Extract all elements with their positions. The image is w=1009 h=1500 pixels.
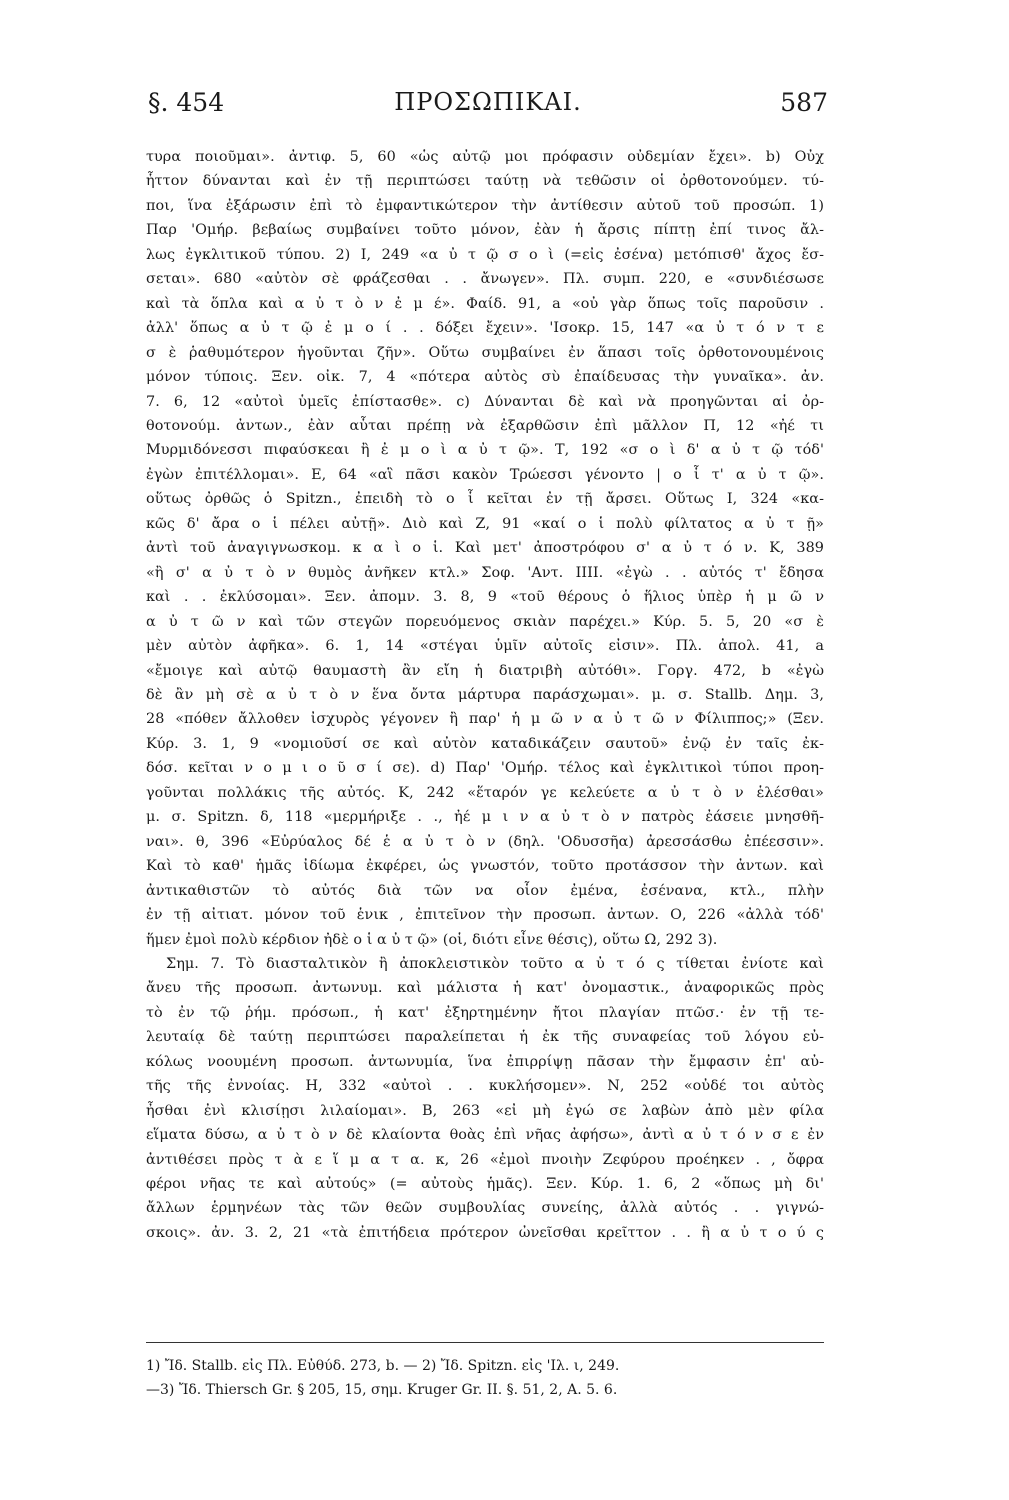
text-line: τῆς τῆς ἐννοίας. Η, 332 «αὐτοὶ . . κυκλήσομεν». Ν, 252 «οὐδέ τοι αὐτὸς: [146, 1078, 824, 1095]
page-title: ΠΡΟΣΩΠΙΚΑΙ.: [394, 88, 582, 116]
text-line: ἦσθαι ἐνὶ κλισίῃσι λιλαίομαι». Β, 263 «εἰ μὴ ἐγώ σε λαβὼν ἀπὸ μὲν φίλα: [146, 1102, 824, 1119]
text-line: καὶ . . ἐκλύσομαι». Ξεν. ἀπομν. 3. 8, 9 «τοῦ θέρους ὁ ἥλιος ὑπὲρ ἡ μ ῶ ν: [146, 589, 824, 606]
text-line: Σημ. 7. Τὸ διασταλτικὸν ἢ ἀποκλειστικὸν τοῦτο α ὐ τ ό ς τίθεται ἐνίοτε καὶ: [166, 955, 824, 972]
body-text: [146, 145, 824, 1245]
text-line: ἀντικαθιστῶν τὸ αὐτός διὰ τῶν να οἷον ἐμένα, ἐσένανα, κτλ., πλὴν: [146, 882, 824, 899]
text-line: τὸ ἐν τῷ ῥήμ. πρόσωπ., ἡ κατ' ἐξηρτημένην ἤτοι πλαγίαν πτῶσ.· ἐν τῇ τε-: [146, 1004, 824, 1021]
text-line: ἄλλων ἑρμηνέων τὰς τῶν θεῶν συμβουλίας συνείης, ἀλλὰ αὐτός . . γιγνώ-: [146, 1200, 824, 1217]
text-line: θοτονούμ. ἀντων., ἐὰν αὗται πρέπῃ νὰ ἐξαρθῶσιν ἐπὶ μᾶλλον Π, 12 «ἠέ τι: [146, 417, 824, 434]
text-line: Καὶ τὸ καθ' ἡμᾶς ἰδίωμα ἐκφέρει, ὡς γνωστόν, τοῦτο προτάσσον τὴν ἀντων. καὶ: [146, 858, 824, 875]
text-line: σ ὲ ῥαθυμότερον ἡγοῦνται ζῆν». Οὕτω συμβαίνει ἐν ἅπασι τοῖς ὀρθοτονουμένοις: [146, 344, 824, 361]
text-line: ἀντιθέσει πρὸς τ ὰ ε ἵ μ α τ α. κ, 26 «ἐμοὶ πνοιὴν Ζεφύρου προέηκεν . , ὄφρα: [146, 1151, 824, 1168]
text-line: α ὐ τ ῶ ν καὶ τῶν στεγῶν πορευόμενος σκιὰν παρέχει.» Κύρ. 5. 5, 20 «σ ὲ: [146, 613, 824, 630]
text-line: 7. 6, 12 «αὐτοὶ ὑμεῖς ἐπίστασθε». c) Δύνανται δὲ καὶ νὰ προηγῶνται αἱ ὀρ-: [146, 393, 824, 410]
text-line: κῶς δ' ἄρα ο ἱ πέλει αὐτῇ». Διὸ καὶ Ζ, 91 «καί ο ἱ πολὺ φίλτατος α ὐ τ ῇ»: [146, 515, 824, 532]
text-line: δόσ. κεῖται ν ο μ ι ο ῦ σ ί σε). d) Παρ' 'Ομήρ. τέλος καὶ ἐγκλιτικοὶ τύποι προη-: [146, 760, 824, 777]
text-line: Μυρμιδόνεσσι πιφαύσκεαι ἢ ἐ μ ο ὶ α ὐ τ ῷ». Τ, 192 «σ ο ὶ δ' α ὐ τ ῷ τόδ': [146, 442, 824, 459]
footnote: —3) Ἴδ. Thiersch Gr. § 205, 15, σημ. Kruger Gr. II. §. 51, 2, A. 5. 6.: [146, 1382, 618, 1398]
text-line: 28 «πόθεν ἄλλοθεν ἰσχυρὸς γέγονεν ἢ παρ' ἡ μ ῶ ν α ὐ τ ῶ ν Φίλιππος;» (Ξεν.: [146, 711, 824, 728]
text-line: λως ἐγκλιτικοῦ τύπου. 2) Ι, 249 «α ὐ τ ῷ σ ο ὶ (=εἰς ἐσένα) μετόπισθ' ἄχος ἔσ-: [146, 246, 824, 263]
text-line: ἐν τῇ αἰτιατ. μόνον τοῦ ἑνικ , ἐπιτεῖνον τὴν προσωπ. ἀντων. Ο, 226 «ἀλλὰ τόδ': [146, 907, 824, 924]
text-line: ἧττον δύνανται καὶ ἐν τῇ περιπτώσει ταύτῃ νὰ τεθῶσιν οἱ ὀρθοτονούμεν. τύ-: [146, 173, 824, 190]
running-header: [148, 88, 828, 128]
text-line: μ. σ. Spitzn. δ, 118 «μερμήριξε . ., ἠέ μ ι ν α ὐ τ ὸ ν πατρὸς ἐάσειε μνησθῆ-: [146, 809, 824, 826]
text-line: μὲν αὐτὸν ἀφῆκα». 6. 1, 14 «στέγαι ὑμῖν αὐτοῖς εἰσιν». Πλ. ἀπολ. 41, a: [146, 638, 824, 655]
text-line: Κύρ. 3. 1, 9 «νομιοῦσί σε καὶ αὐτὸν καταδικάζειν σαυτοῦ» ἐνῷ ἐν ταῖς ἐκ-: [146, 735, 824, 752]
text-line: καὶ τὰ ὅπλα καὶ α ὐ τ ὸ ν ἐ μ έ». Φαίδ. 91, a «οὐ γὰρ ὅπως τοῖς παροῦσιν .: [146, 295, 824, 312]
text-line: λευταίᾳ δὲ ταύτῃ περιπτώσει παραλείπεται ἡ ἐκ τῆς συναφείας τοῦ λόγου εὐ-: [146, 1029, 824, 1046]
text-line: σκοις». ἀν. 3. 2, 21 «τὰ ἐπιτήδεια πρότερον ὠνεῖσθαι κρεῖττον . . ἢ α ὐ τ ο ύ ς: [146, 1224, 824, 1241]
text-line: σεται». 680 «αὐτὸν σὲ φράζεσθαι . . ἄνωγεν». Πλ. συμπ. 220, e «συνδιέσωσε: [146, 271, 824, 288]
text-line: φέροι νῆας τε καὶ αὐτούς» (= αὐτοὺς ἡμᾶς). Ξεν. Κύρ. 1. 6, 2 «ὅπως μὴ δι': [146, 1176, 824, 1193]
footnote-rule: [146, 1342, 824, 1343]
text-line: «ἢ σ' α ὐ τ ὸ ν θυμὸς ἀνῆκεν κτλ.» Σοφ. 'Αντ. ΙΙΙΙ. «ἐγὼ . . αὐτός τ' ἔδησα: [146, 564, 824, 581]
text-line: ναι». θ, 396 «Εὐρύαλος δέ ἑ α ὐ τ ὸ ν (δηλ. 'Οδυσσῆα) ἀρεσσάσθω ἐπέεσσιν».: [146, 833, 824, 850]
footnotes: [146, 1354, 824, 1402]
text-line: ἐγὼν ἐπιτέλλομαι». Ε, 64 «αἳ πᾶσι κακὸν Τρώεσσι γένοντο | ο ἷ τ' α ὐ τ ῷ».: [146, 466, 824, 483]
text-line: Παρ 'Ομήρ. βεβαίως συμβαίνει τοῦτο μόνον, ἐὰν ἡ ἄρσις πίπτῃ ἐπί τινος ἄλ-: [146, 222, 824, 239]
text-line: κόλως νοουμένη προσωπ. ἀντωνυμία, ἵνα ἐπιρρίψῃ πᾶσαν τὴν ἔμφασιν ἐπ' αὐ-: [146, 1053, 824, 1070]
text-line: δὲ ἂν μὴ σὲ α ὐ τ ὸ ν ἕνα ὄντα μάρτυρα παράσχωμαι». μ. σ. Stallb. Δημ. 3,: [146, 686, 824, 703]
text-line: οὕτως ὀρθῶς ὁ Spitzn., ἐπειδὴ τὸ ο ἷ κεῖται ἐν τῇ ἄρσει. Οὕτως Ι, 324 «κα-: [146, 491, 824, 508]
text-line: γοῦνται πολλάκις τῆς αὐτός. Κ, 242 «ἕταρόν γε κελεύετε α ὐ τ ὸ ν ἑλέσθαι»: [146, 784, 824, 801]
footnote: 1) Ἴδ. Stallb. εἰς Πλ. Εὐθύδ. 273, b. — 2) Ἴδ. Spitzn. εἰς 'Ιλ. ι, 249.: [146, 1358, 620, 1374]
text-line: «ἔμοιγε καὶ αὐτῷ θαυμαστὴ ἂν εἴη ἡ διατριβὴ αὐτόθι». Γοργ. 472, b «ἐγὼ: [146, 662, 824, 679]
text-line: εἵματα δύσω, α ὐ τ ὸ ν δὲ κλαίοντα θοὰς ἐπὶ νῆας ἀφήσω», ἀντὶ α ὐ τ ό ν σ ε ἐν: [146, 1127, 824, 1144]
text-line: ἀλλ' ὅπως α ὐ τ ῷ ἐ μ ο ί . . δόξει ἔχειν». 'Ισοκρ. 15, 147 «α ὐ τ ό ν τ ε: [146, 320, 824, 337]
page-number: 587: [780, 88, 828, 117]
text-line: μόνον τύποις. Ξεν. οἰκ. 7, 4 «πότερα αὐτὸς σὺ ἐπαίδευσας τὴν γυναῖκα». ἀν.: [146, 369, 824, 386]
text-line: ἀντὶ τοῦ ἀναγιγνωσκομ. κ α ὶ ο ἱ. Καὶ μετ' ἀποστρόφου σ' α ὐ τ ό ν. Κ, 389: [146, 540, 824, 557]
text-line: ποι, ἵνα ἐξάρωσιν ἐπὶ τὸ ἐμφαντικώτερον τὴν ἀντίθεσιν αὐτοῦ τοῦ προσώπ. 1): [146, 197, 824, 214]
section-number: §. 454: [148, 88, 225, 117]
text-line: ἄνευ τῆς προσωπ. ἀντωνυμ. καὶ μάλιστα ἡ κατ' ὀνομαστικ., ἀναφορικῶς πρὸς: [146, 980, 824, 997]
text-line: ἥμεν ἐμοὶ πολὺ κέρδιον ἠδὲ ο ἱ α ὐ τ ῷ» (οἱ, διότι εἶνε θέσις), οὕτω Ω, 292 3).: [146, 931, 718, 948]
text-line: τυρα ποιοῦμαι». ἀντιφ. 5, 60 «ὡς αὐτῷ μοι πρόφασιν οὐδεμίαν ἔχει». b) Οὐχ: [146, 149, 824, 165]
